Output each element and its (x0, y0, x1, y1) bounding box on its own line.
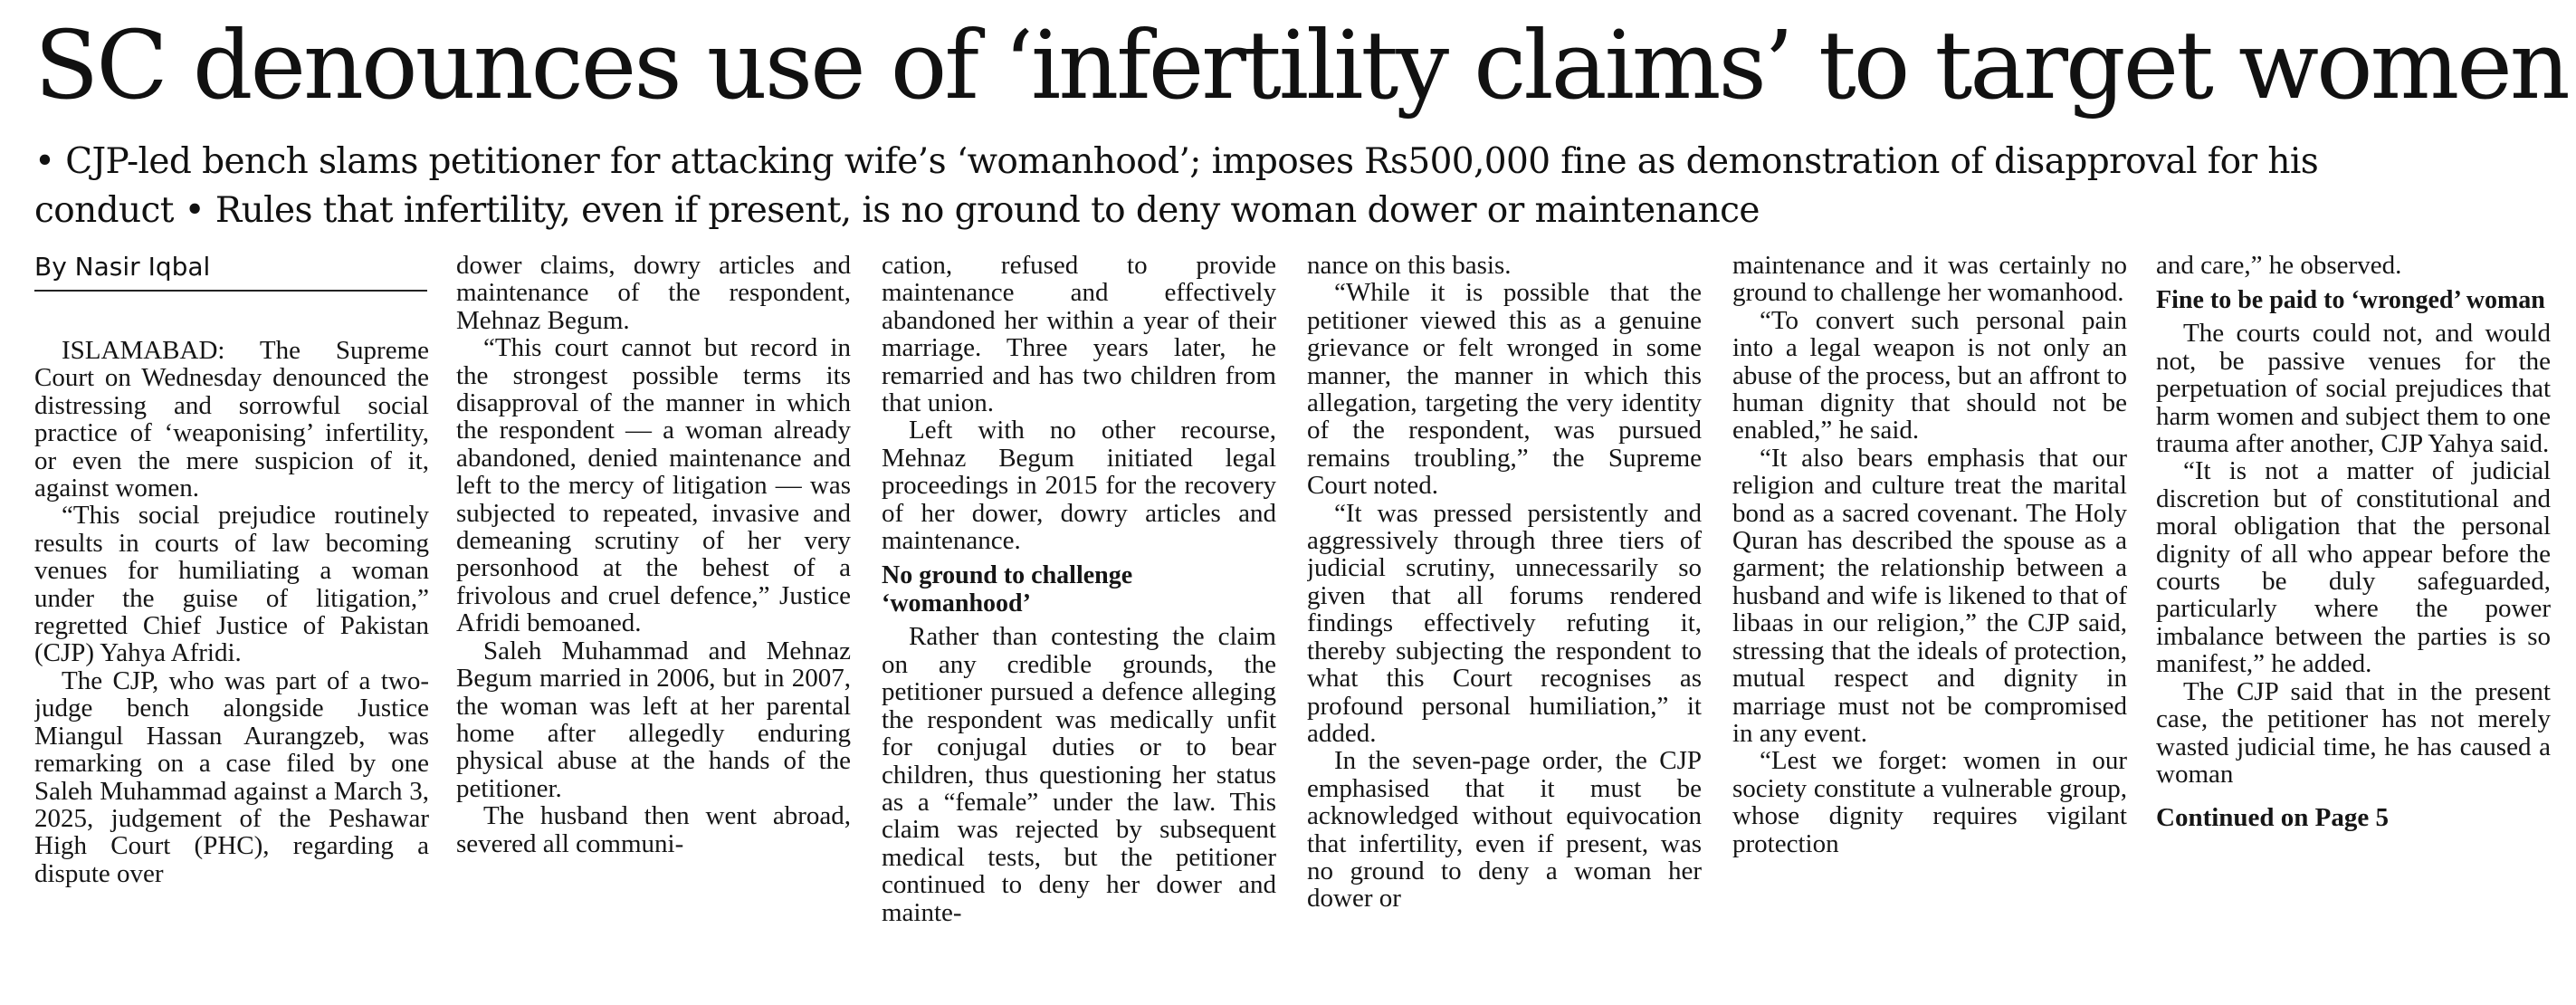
continued-on-page-link[interactable]: Continued on Page 5 (2156, 803, 2390, 833)
subheading: No ground to challenge ‘womanhood’ (882, 561, 1133, 618)
paragraph: Left with no other recourse, Mehnaz Begum initiated legal proceedings in 2015 for the recovery of her dower, dowry articles and maintenance. (882, 416, 1276, 556)
article-column-1 (34, 337, 429, 1005)
paragraph: The courts could not, and would not, be passive venues for the perpetuation of social prejudices that harm women and subject them to one trauma after another, CJP Yahya said. (2156, 319, 2551, 459)
article-column-2 (456, 252, 851, 1005)
paragraph: cation, refused to provide maintenance and effectively abandoned her within a year of their marriage. Three years later, he remarried and has two children from that union. (882, 252, 1276, 418)
paragraph: ISLAMABAD: The Supreme Court on Wednesday denounced the distressing and sorrowful social practice of ‘weaponising’ infertility, or even the mere suspicion of it, against women. (34, 337, 429, 503)
paragraph: maintenance and it was certainly no ground to challenge her womanhood. (1732, 252, 2127, 308)
paragraph: The CJP said that in the present case, the petitioner has not merely wasted judicial time, he has caused a woman (2156, 676, 2551, 789)
paragraph: Saleh Muhammad and Mehnaz Begum married in 2006, but in 2007, the woman was left at her parental home after allegedly enduring physical abuse at the hands of the petitioner. (456, 636, 851, 803)
paragraph: “While it is possible that the petitioner viewed this as a genuine grievance or felt wronged in some manner, the manner in which this allegation, targeting the very identity of the respondent, was pursued remains troubling,” the Supreme Court noted. (1307, 278, 1702, 501)
paragraph: The CJP, who was part of a two-judge bench alongside Justice Miangul Hassan Aurangzeb, was remarking on a case filed by one Saleh Muhammad against a March 3, 2025, judgement of the Peshawar High Court (PHC), regarding a dispute over (34, 665, 429, 888)
article-column-3 (882, 252, 1276, 1005)
article-column-5 (1732, 252, 2127, 1005)
article-column-6 (2156, 252, 2551, 1005)
article-column-4 (1307, 252, 1702, 1005)
paragraph: “This social prejudice routinely results in courts of law becoming venues for humiliating a woman under the guise of litigation,” regretted Chief Justice of Pakistan (CJP) Yahya Afridi. (34, 501, 429, 668)
paragraph: “It is not a matter of judicial discretion but of constitutional and moral obligation that the personal dignity of all who appear before the courts be duly safeguarded, particularly where the power imbalance between the parties is so manifest,” he added. (2156, 456, 2551, 679)
paragraph: The husband then went abroad, severed all communi- (456, 801, 851, 858)
subheading: Fine to be paid to ‘wronged’ woman (2156, 286, 2545, 315)
paragraph: “This court cannot but record in the strongest possible terms its disapproval of the manner in which the respondent — a woman already abandoned, denied maintenance and left to the mercy of litigation — was subjected to repeated, invasive and demeaning scrutiny of her very personhood at the behest of a frivolous and cruel defence,” Justice Afridi bemoaned. (456, 333, 851, 638)
paragraph: In the seven-page order, the CJP emphasised that it must be acknowledged without equivocation that infertility, even if present, was no ground to deny a woman her dower or (1307, 746, 1702, 914)
paragraph: “To convert such personal pain into a legal weapon is not only an abuse of the process, but an affront to human dignity that should not be enabled,” he said. (1732, 305, 2127, 445)
paragraph: nance on this basis. (1307, 252, 1512, 280)
headline: SC denounces use of ‘infertility claims’ to target women (34, 10, 2568, 120)
paragraph: “Lest we forget: women in our society constitute a vulnerable group, whose dignity requires vigilant protection (1732, 746, 2127, 858)
paragraph: and care,” he observed. (2156, 252, 2402, 280)
paragraph: dower claims, dowry articles and maintenance of the respondent, Mehnaz Begum. (456, 252, 851, 335)
deck (34, 138, 2560, 235)
byline: By Nasir Iqbal (34, 250, 427, 292)
deck-line-1: • CJP-led bench slams petitioner for attacking wife’s ‘womanhood’; imposes Rs500,000 fine as demonstration of disapproval for his (34, 141, 2319, 182)
deck-line-2: conduct • Rules that infertility, even if present, is no ground to deny woman dower or maintenance (34, 190, 1760, 231)
paragraph: Rather than contesting the claim on any credible grounds, the petitioner pursued a defence alleging the respondent was medically unfit for conjugal duties or to bear children, thus questioning her status as a “female” under the law. This claim was rejected by subsequent medical tests, but the petitioner continued to deny her dower and mainte- (882, 622, 1276, 927)
paragraph: “It was pressed persistently and aggressively through three tiers of judicial scrutiny, unnecessarily so given that all forums rendered findings effectively refuting it, thereby subjecting the respondent to what this Court recognises as profound personal humiliation,” it added. (1307, 498, 1702, 748)
paragraph: “It also bears emphasis that our religion and culture treat the marital bond as a sacred covenant. The Holy Quran has described the spouse as a garment; the relationship between a husband and wife is likened to that of libaas in our religion,” the CJP said, stressing that the ideals of protection, mutual respect and dignity in marriage must not be compromised in any event. (1732, 443, 2127, 748)
